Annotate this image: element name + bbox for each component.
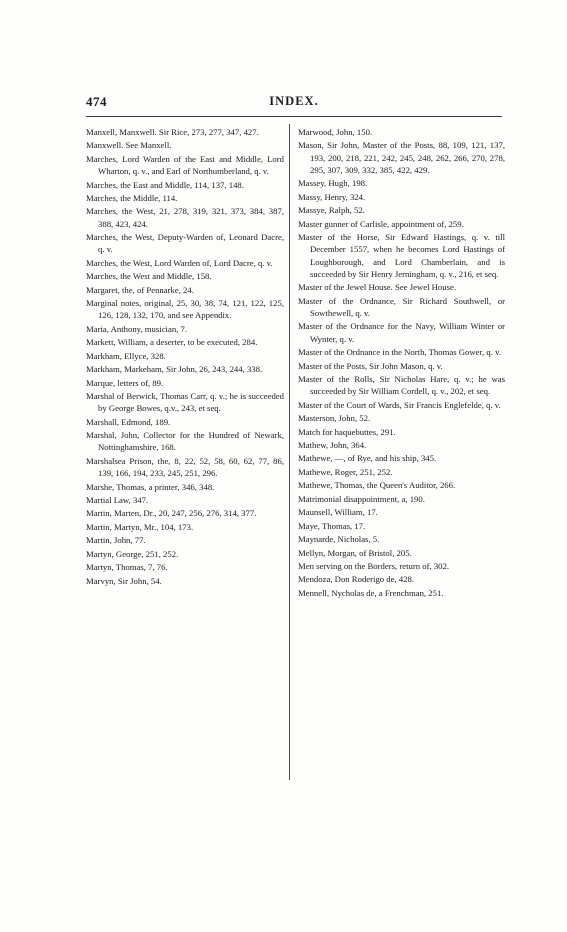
index-entry: Marches, the East and Middle, 114, 137, 148. [86,179,244,190]
index-entry: Massy, Henry, 324. [298,191,366,202]
index-entry: Marshalsea Prison, the, 8, 22, 52, 58, 60, 62, 77, 86, 139, 166, 194, 233, 245, 251, 296. [86,455,284,479]
index-entry: Marshal, John, Collector for the Hundred of Newark, Nottinghamshire, 168. [86,430,284,453]
left-column [86,126,284,588]
index-entry: Maria, Anthony, musician, 7. [86,323,188,334]
index-entry: Mendoza, Don Roderigo de, 428. [298,574,415,585]
index-entry: Manxwell. See Manxell. [86,140,172,151]
page-header [86,94,502,116]
index-entry: Marshall, Edmond, 189. [86,416,171,427]
index-entry: Masterson, John, 52. [298,413,371,424]
index-entry: Marches, the West, Lord Warden of, Lord Dacre, q. v. [86,257,273,268]
index-entry: Massye, Ralph, 52. [298,205,365,216]
index-entry: Maynarde, Nicholas, 5. [298,534,380,545]
index-entry: Master of the Court of Wards, Sir Francis Englefelde, q. v. [298,399,501,410]
index-entry: Marshal of Berwick, Thomas Carr, q. v.; he is succeeded by George Bowes, q.v., 243, et seq. [86,391,284,414]
index-entry: Master of the Horse, Sir Edward Hastings, q. v. till December 1557, when he becomes Lord Hastings of Loughborough, and Lord Chamberlain, and is succeeded by Sir Henry Jerningham, q. v., 216, et seq. [298,232,505,279]
index-entry: Mathewe, Thomas, the Queen's Auditor, 266. [298,480,456,491]
index-entry: Men serving on the Borders, return of, 302. [298,560,450,571]
index-entry: Markham, Ellyce, 328. [86,350,166,361]
page-number: 474 [86,94,107,109]
index-entry: Master of the Posts, Sir John Mason, q. v. [298,360,443,371]
index-entry: Maunsell, William, 17. [298,507,378,518]
right-column [298,126,505,600]
index-entry: Marches, Lord Warden of the East and Middle, Lord Wharton, q. v., and Earl of Northumberland, q. v. [86,153,284,177]
index-entry: Marches, the West, 21, 278, 319, 321, 373, 384, 387, 388, 423, 424. [86,206,284,229]
index-entry: Martyn, George, 251, 252. [86,548,179,559]
index-entry: Master of the Ordnance, Sir Richard Southwell, or Sowthewell, q. v. [298,295,505,318]
header-rule [86,116,502,117]
index-entry: Master of the Jewel House. See Jewel House. [298,282,457,293]
index-entry: Martin, Martyn, Mr., 104, 173. [86,521,194,532]
index-entry: Mennell, Nycholas de, a Frenchman, 251. [298,587,444,598]
index-entry: Mellyn, Morgan, of Bristol, 205. [298,547,412,558]
index-entry: Martial Law, 347. [86,494,149,505]
index-entry: Marches, the West and Middle, 158. [86,271,212,282]
index-entry: Match for haquebuttes, 291. [298,426,396,437]
index-entry: Markham, Markeham, Sir John, 26, 243, 244, 338. [86,364,263,375]
index-entry: Mason, Sir John, Master of the Posts, 88, 109, 121, 137, 193, 200, 218, 221, 242, 245, 248, 262, 266, 270, 278, 295, 307, 309, 332, 385, 422, 429. [298,140,505,175]
index-entry: Marvyn, Sir John, 54. [86,575,162,586]
index-entry: Manxell, Manxwell. Sir Rice, 273, 277, 347, 427. [86,127,259,137]
index-entry: Marginal notes, original, 25, 30, 38, 74, 121, 122, 125, 126, 128, 132, 170, and see Appendix. [86,298,284,321]
running-head: INDEX. [269,94,319,108]
index-entry: Mathew, John, 364. [298,440,367,450]
index-entry: Margaret, the, of Pennarke, 24. [86,284,194,295]
index-entry: Marches, the West, Deputy-Warden of, Leonard Dacre, q. v. [86,232,284,255]
column-divider [289,124,290,780]
index-entry: Marque, letters of, 89. [86,377,164,388]
index-entry: Master of the Ordnance in the North, Thomas Gower, q. v. [298,347,502,358]
index-entry: Martyn, Thomas, 7, 76. [86,562,168,573]
index-entry: Martin, Marten, Dr., 20, 247, 256, 276, 314, 377. [86,508,257,519]
index-entry: Maye, Thomas, 17. [298,520,366,531]
index-entry: Mathewe, Roger, 251, 252. [298,466,393,477]
index-entry: Master gunner of Carlisle, appointment of, 259. [298,218,464,229]
index-entry: Marshe, Thomas, a printer, 346, 348. [86,481,215,492]
index-entry: Martin, John, 77. [86,535,146,546]
index-entry: Master of the Ordnance for the Navy, William Winter or Wynter, q. v. [298,321,505,344]
index-entry: Marwood, John, 150. [298,127,373,137]
index-entry: Mathewe, —, of Rye, and his ship, 345. [298,453,437,464]
index-entry: Massey, Hugh, 198. [298,178,368,189]
index-entry: Master of the Rolls, Sir Nicholas Hare, q. v.; he was succeeded by Sir William Cordell, q. v., 202, et seq. [298,374,505,397]
index-entry: Marches, the Middle, 114. [86,193,178,203]
index-entry: Matrimonial disappointment, a, 190. [298,493,425,504]
index-entry: Markett, William, a deserter, to be executed, 284. [86,337,258,348]
